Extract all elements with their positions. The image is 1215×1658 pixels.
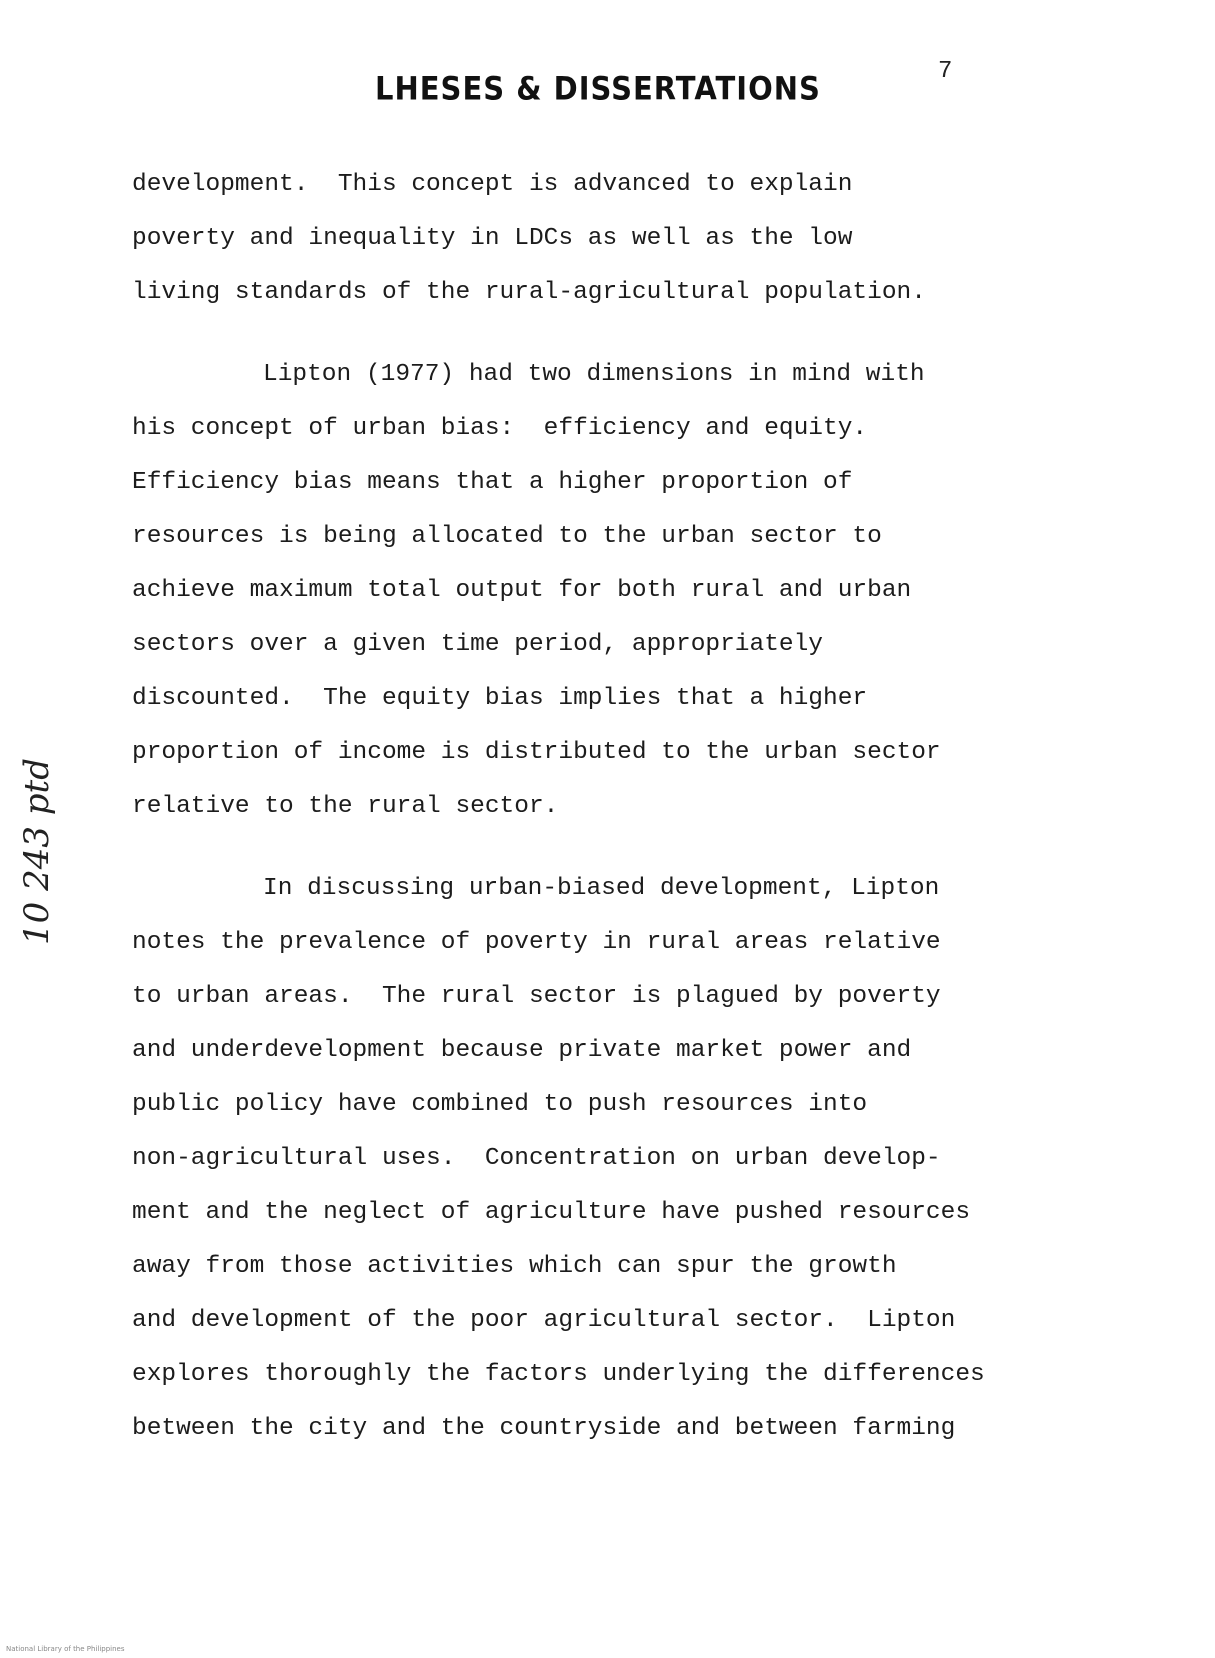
margin-handwritten-note: 10 243 ptd	[17, 758, 57, 945]
footer-note: National Library of the Philippines	[6, 1645, 125, 1653]
paragraph-line: sectors over a given time period, appropriately	[132, 631, 824, 658]
paragraph-gap	[132, 834, 1112, 862]
body-text	[132, 158, 1112, 1456]
page-number: 7	[938, 58, 953, 85]
paragraph-line: relative to the rural sector.	[132, 793, 559, 820]
paragraph-line: to urban areas. The rural sector is plagued by poverty	[132, 983, 941, 1010]
paragraph-line: and underdevelopment because private market power and	[132, 1037, 912, 1064]
paragraph-line: between the city and the countryside and between farming	[132, 1415, 956, 1442]
paragraph-line: public policy have combined to push resources into	[132, 1091, 868, 1118]
paragraph-line: ment and the neglect of agriculture have pushed resources	[132, 1199, 971, 1226]
paragraph-line: In discussing urban-biased development, Lipton	[263, 875, 940, 902]
paragraph-line: explores thoroughly the factors underlying the differences	[132, 1361, 985, 1388]
paragraph-line: achieve maximum total output for both rural and urban	[132, 577, 912, 604]
paragraph-line: away from those activities which can spur the growth	[132, 1253, 897, 1280]
paragraph-line: development. This concept is advanced to explain	[132, 171, 853, 198]
paragraph-line: his concept of urban bias: efficiency and equity.	[132, 415, 868, 442]
paragraph-line: and development of the poor agricultural sector. Lipton	[132, 1307, 956, 1334]
paragraph-line: Efficiency bias means that a higher proportion of	[132, 469, 853, 496]
paragraph-gap	[132, 320, 1112, 348]
paragraph-line: notes the prevalence of poverty in rural areas relative	[132, 929, 941, 956]
paragraph-line: living standards of the rural-agricultural population.	[132, 279, 926, 306]
paragraph-line: proportion of income is distributed to the urban sector	[132, 739, 941, 766]
paragraph-line: non-agricultural uses. Concentration on urban develop-	[132, 1145, 941, 1172]
paragraph-line: resources is being allocated to the urban sector to	[132, 523, 882, 550]
paragraph-line: poverty and inequality in LDCs as well as the low	[132, 225, 853, 252]
paragraph-line: Lipton (1977) had two dimensions in mind with	[263, 361, 925, 388]
header-stamp: LHESES & DISSERTATIONS	[375, 70, 821, 108]
paragraph-line: discounted. The equity bias implies that a higher	[132, 685, 868, 712]
